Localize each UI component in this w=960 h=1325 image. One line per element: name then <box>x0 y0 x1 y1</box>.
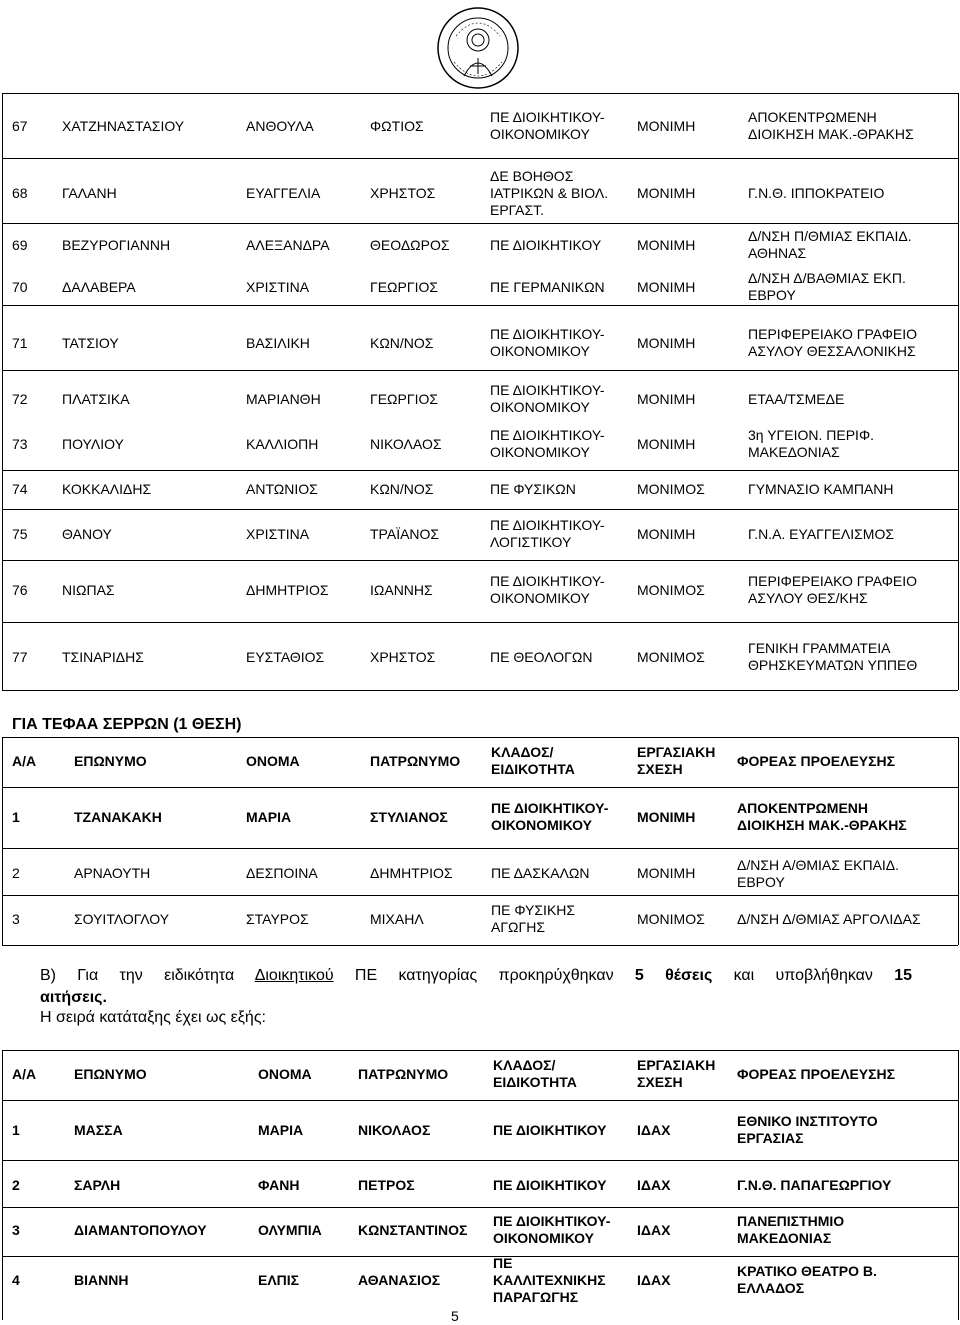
employment-relation: ΜΟΝΙΜΗ <box>637 237 696 253</box>
header-origin: ΦΟΡΕΑΣ ΠΡΟΕΛΕΥΣΗΣ <box>737 1066 896 1082</box>
first-name: ΕΥΣΤΑΘΙΟΣ <box>246 649 325 665</box>
employment-relation: ΜΟΝΙΜΟΣ <box>637 649 705 665</box>
employment-relation: ΜΟΝΙΜΗ <box>637 526 696 542</box>
row-number: 76 <box>12 582 28 598</box>
first-name: ΜΑΡΙΑΝΘΗ <box>246 391 321 407</box>
paragraph-line-3: Η σειρά κατάταξης έχει ως εξής: <box>40 1009 266 1026</box>
father-name: ΓΕΩΡΓΙΟΣ <box>370 279 438 295</box>
row-number: 77 <box>12 649 28 665</box>
employment-relation: ΙΔΑΧ <box>637 1272 671 1288</box>
surname: ΔΙΑΜΑΝΤΟΠΟΥΛΟΥ <box>74 1222 207 1238</box>
paragraph-line-1 <box>40 966 912 985</box>
surname: ΣΑΡΛΗ <box>74 1177 121 1193</box>
specialty: ΠΕ ΔΙΟΙΚΗΤΙΚΟΥ- ΟΙΚΟΝΟΜΙΚΟΥ <box>491 800 609 833</box>
header-specialty: ΚΛΑΔΟΣ/ ΕΙΔΙΚΟΤΗΤΑ <box>491 744 575 777</box>
university-seal-logo <box>436 6 520 90</box>
employment-relation: ΜΟΝΙΜΗ <box>637 335 696 351</box>
section-title: ΓΙΑ ΤΕΦΑΑ ΣΕΡΡΩΝ (1 ΘΕΣΗ) <box>12 716 242 733</box>
header-aa: Α/Α <box>12 753 37 769</box>
first-name: ΜΑΡΙΑ <box>258 1122 304 1138</box>
para-text-f: 15 <box>894 967 913 984</box>
first-name: ΜΑΡΙΑ <box>246 809 292 825</box>
row-number: 70 <box>12 279 28 295</box>
father-name: ΘΕΟΔΩΡΟΣ <box>370 237 450 253</box>
first-name: ΔΕΣΠΟΙΝΑ <box>246 865 318 881</box>
specialty: ΠΕ ΦΥΣΙΚΩΝ <box>490 481 576 497</box>
first-name: ΔΗΜΗΤΡΙΟΣ <box>246 582 329 598</box>
row-number: 1 <box>12 809 20 825</box>
first-name: ΣΤΑΥΡΟΣ <box>246 911 309 927</box>
header-surname: ΕΠΩΝΥΜΟ <box>74 1066 147 1082</box>
first-name: ΑΛΕΞΑΝΔΡΑ <box>246 237 330 253</box>
row-number: 68 <box>12 185 28 201</box>
father-name: ΔΗΜΗΤΡΙΟΣ <box>370 865 453 881</box>
row-number: 74 <box>12 481 28 497</box>
row-number: 71 <box>12 335 28 351</box>
first-name: ΧΡΙΣΤΙΝΑ <box>246 279 310 295</box>
employment-relation: ΜΟΝΙΜΗ <box>637 809 696 825</box>
father-name: ΣΤΥΛΙΑΝΟΣ <box>370 809 448 825</box>
origin-agency: ΓΕΝΙΚΗ ΓΡΑΜΜΑΤΕΙΑ ΘΡΗΣΚΕΥΜΑΤΩΝ ΥΠΠΕΘ <box>748 640 918 673</box>
header-specialty: ΚΛΑΔΟΣ/ ΕΙΔΙΚΟΤΗΤΑ <box>493 1057 577 1090</box>
row-number: 2 <box>12 865 20 881</box>
row-number: 73 <box>12 436 28 452</box>
header-aa: Α/Α <box>12 1066 37 1082</box>
father-name: ΦΩΤΙΟΣ <box>370 118 424 134</box>
origin-agency: ΑΠΟΚΕΝΤΡΩΜΕΝΗ ΔΙΟΙΚΗΣΗ ΜΑΚ.-ΘΡΑΚΗΣ <box>737 800 907 833</box>
para-text-b: Διοικητικού <box>254 967 334 984</box>
first-name: ΚΑΛΛΙΟΠΗ <box>246 436 319 452</box>
origin-agency: Δ/ΝΣΗ Δ/ΘΜΙΑΣ ΑΡΓΟΛΙΔΑΣ <box>737 911 921 927</box>
father-name: ΙΩΑΝΝΗΣ <box>370 582 433 598</box>
employment-relation: ΜΟΝΙΜΟΣ <box>637 911 705 927</box>
paragraph-line-2: αιτήσεις. <box>40 989 107 1006</box>
surname: ΔΑΛΑΒΕΡΑ <box>62 279 136 295</box>
surname: ΠΟΥΛΙΟΥ <box>62 436 124 452</box>
origin-agency: ΠΕΡΙΦΕΡΕΙΑΚΟ ΓΡΑΦΕΙΟ ΑΣΥΛΟΥ ΘΕΣΣΑΛΟΝΙΚΗΣ <box>748 326 918 359</box>
row-number: 67 <box>12 118 28 134</box>
specialty: ΠΕ ΘΕΟΛΟΓΩΝ <box>490 649 593 665</box>
origin-agency: Δ/ΝΣΗ Π/ΘΜΙΑΣ ΕΚΠΑΙΔ. ΑΘΗΝΑΣ <box>748 228 912 261</box>
specialty: ΠΕ ΔΑΣΚΑΛΩΝ <box>491 865 590 881</box>
employment-relation: ΜΟΝΙΜΗ <box>637 436 696 452</box>
specialty: ΠΕ ΔΙΟΙΚΗΤΙΚΟΥ <box>493 1177 607 1193</box>
father-name: ΜΙΧΑΗΛ <box>370 911 424 927</box>
para-text-a: Β) Για την ειδικότητα <box>40 967 255 984</box>
employment-relation: ΜΟΝΙΜΟΣ <box>637 481 705 497</box>
father-name: ΠΕΤΡΟΣ <box>358 1177 415 1193</box>
surname: ΓΑΛΑΝΗ <box>62 185 117 201</box>
surname: ΒΙΑΝΝΗ <box>74 1272 129 1288</box>
employment-relation: ΙΔΑΧ <box>637 1222 671 1238</box>
row-number: 2 <box>12 1177 20 1193</box>
surname: ΜΑΣΣΑ <box>74 1122 123 1138</box>
row-number: 75 <box>12 526 28 542</box>
father-name: ΚΩΝΣΤΑΝΤΙΝΟΣ <box>358 1222 468 1238</box>
specialty: ΠΕ ΔΙΟΙΚΗΤΙΚΟΥ- ΟΙΚΟΝΟΜΙΚΟΥ <box>490 573 605 606</box>
specialty: ΠΕ ΔΙΟΙΚΗΤΙΚΟΥ- ΟΙΚΟΝΟΜΙΚΟΥ <box>490 382 605 415</box>
surname: ΘΑΝΟΥ <box>62 526 112 542</box>
origin-agency: Γ.Ν.Θ. ΙΠΠΟΚΡΑΤΕΙΟ <box>748 185 885 201</box>
specialty: ΠΕ ΔΙΟΙΚΗΤΙΚΟΥ- ΟΙΚΟΝΟΜΙΚΟΥ <box>490 427 605 460</box>
surname: ΝΙΩΠΑΣ <box>62 582 115 598</box>
employment-relation: ΜΟΝΙΜΟΣ <box>637 582 705 598</box>
employment-relation: ΙΔΑΧ <box>637 1122 671 1138</box>
origin-agency: Γ.Ν.Θ. ΠΑΠΑΓΕΩΡΓΙΟΥ <box>737 1177 892 1193</box>
first-name: ΦΑΝΗ <box>258 1177 300 1193</box>
origin-agency: ΠΕΡΙΦΕΡΕΙΑΚΟ ΓΡΑΦΕΙΟ ΑΣΥΛΟΥ ΘΕΣ/ΚΗΣ <box>748 573 918 606</box>
father-name: ΝΙΚΟΛΑΟΣ <box>370 436 442 452</box>
father-name: ΤΡΑΪΑΝΟΣ <box>370 526 440 542</box>
first-name: ΑΝΘΟΥΛΑ <box>246 118 314 134</box>
specialty: ΠΕ ΔΙΟΙΚΗΤΙΚΟΥ- ΟΙΚΟΝΟΜΙΚΟΥ <box>490 326 605 359</box>
row-number: 4 <box>12 1272 20 1288</box>
row-number: 72 <box>12 391 28 407</box>
origin-agency: Γ.Ν.Α. ΕΥΑΓΓΕΛΙΣΜΟΣ <box>748 526 895 542</box>
origin-agency: ΕΘΝΙΚΟ ΙΝΣΤΙΤΟΥΤΟ ΕΡΓΑΣΙΑΣ <box>737 1113 878 1146</box>
specialty: ΠΕ ΔΙΟΙΚΗΤΙΚΟΥ <box>493 1122 607 1138</box>
surname: ΚΟΚΚΑΛΙΔΗΣ <box>62 481 152 497</box>
specialty: ΠΕ ΔΙΟΙΚΗΤΙΚΟΥ- ΟΙΚΟΝΟΜΙΚΟΥ <box>493 1213 611 1246</box>
employment-relation: ΜΟΝΙΜΗ <box>637 279 696 295</box>
specialty: ΠΕ ΓΕΡΜΑΝΙΚΩΝ <box>490 279 605 295</box>
first-name: ΟΛΥΜΠΙΑ <box>258 1222 322 1238</box>
specialty: ΠΕ ΦΥΣΙΚΗΣ ΑΓΩΓΗΣ <box>491 902 576 935</box>
specialty: ΠΕ ΔΙΟΙΚΗΤΙΚΟΥ- ΛΟΓΙΣΤΙΚΟΥ <box>490 517 605 550</box>
specialty: ΔΕ ΒΟΗΘΟΣ ΙΑΤΡΙΚΩΝ & ΒΙΟΛ. ΕΡΓΑΣΤ. <box>490 168 609 218</box>
first-name: ΒΑΣΙΛΙΚΗ <box>246 335 310 351</box>
row-number: 3 <box>12 911 20 927</box>
father-name: ΚΩΝ/ΝΟΣ <box>370 335 434 351</box>
surname: ΣΟΥΙΤΛΟΓΛΟΥ <box>74 911 170 927</box>
para-text-e: και υποβλήθηκαν <box>712 967 895 984</box>
surname: ΤΖΑΝΑΚΑΚΗ <box>74 809 162 825</box>
origin-agency: ΠΑΝΕΠΙΣΤΗΜΙΟ ΜΑΚΕΔΟΝΙΑΣ <box>737 1213 845 1246</box>
specialty: ΠΕ ΚΑΛΛΙΤΕΧΝΙΚΗΣ ΠΑΡΑΓΩΓΗΣ <box>493 1255 606 1305</box>
first-name: ΑΝΤΩΝΙΟΣ <box>246 481 318 497</box>
father-name: ΑΘΑΝΑΣΙΟΣ <box>358 1272 441 1288</box>
page-number: 5 <box>451 1308 459 1324</box>
origin-agency: Δ/ΝΣΗ Δ/ΒΑΘΜΙΑΣ ΕΚΠ. ΕΒΡΟΥ <box>748 270 906 303</box>
origin-agency: 3η ΥΓΕΙΟΝ. ΠΕΡΙΦ. ΜΑΚΕΔΟΝΙΑΣ <box>748 427 874 460</box>
header-surname: ΕΠΩΝΥΜΟ <box>74 753 147 769</box>
employment-relation: ΜΟΝΙΜΗ <box>637 865 696 881</box>
header-employment: ΕΡΓΑΣΙΑΚΗ ΣΧΕΣΗ <box>637 744 716 777</box>
surname: ΑΡΝΑΟΥΤΗ <box>74 865 151 881</box>
father-name: ΚΩΝ/ΝΟΣ <box>370 481 434 497</box>
origin-agency: Δ/ΝΣΗ Α/ΘΜΙΑΣ ΕΚΠΑΙΔ. ΕΒΡΟΥ <box>737 857 900 890</box>
surname: ΤΑΤΣΙΟΥ <box>62 335 119 351</box>
first-name: ΧΡΙΣΤΙΝΑ <box>246 526 310 542</box>
employment-relation: ΜΟΝΙΜΗ <box>637 391 696 407</box>
origin-agency: ΑΠΟΚΕΝΤΡΩΜΕΝΗ ΔΙΟΙΚΗΣΗ ΜΑΚ.-ΘΡΑΚΗΣ <box>748 109 914 142</box>
father-name: ΧΡΗΣΤΟΣ <box>370 649 436 665</box>
header-origin: ΦΟΡΕΑΣ ΠΡΟΕΛΕΥΣΗΣ <box>737 753 896 769</box>
surname: ΧΑΤΖΗΝΑΣΤΑΣΙΟΥ <box>62 118 185 134</box>
header-first-name: ΟΝΟΜΑ <box>246 753 300 769</box>
origin-agency: ΚΡΑΤΙΚΟ ΘΕΑΤΡΟ Β. ΕΛΛΑΔΟΣ <box>737 1263 877 1296</box>
header-father-name: ΠΑΤΡΩΝΥΜΟ <box>370 753 461 769</box>
row-number: 3 <box>12 1222 20 1238</box>
specialty: ΠΕ ΔΙΟΙΚΗΤΙΚΟΥ- ΟΙΚΟΝΟΜΙΚΟΥ <box>490 109 605 142</box>
origin-agency: ΓΥΜΝΑΣΙΟ ΚΑΜΠΑΝΗ <box>748 481 894 497</box>
header-first-name: ΟΝΟΜΑ <box>258 1066 312 1082</box>
para-text-d: 5 θέσεις <box>634 967 713 984</box>
employment-relation: ΙΔΑΧ <box>637 1177 671 1193</box>
first-name: ΕΛΠΙΣ <box>258 1272 300 1288</box>
origin-agency: ΕΤΑΑ/ΤΣΜΕΔΕ <box>748 391 845 407</box>
specialty: ΠΕ ΔΙΟΙΚΗΤΙΚΟΥ <box>490 237 602 253</box>
row-number: 69 <box>12 237 28 253</box>
row-number: 1 <box>12 1122 20 1138</box>
father-name: ΧΡΗΣΤΟΣ <box>370 185 436 201</box>
para-text-c: ΠΕ κατηγορίας προκηρύχθηκαν <box>333 967 635 984</box>
employment-relation: ΜΟΝΙΜΗ <box>637 185 696 201</box>
header-father-name: ΠΑΤΡΩΝΥΜΟ <box>358 1066 449 1082</box>
employment-relation: ΜΟΝΙΜΗ <box>637 118 696 134</box>
surname: ΤΣΙΝΑΡΙΔΗΣ <box>62 649 144 665</box>
first-name: ΕΥΑΓΓΕΛΙΑ <box>246 185 321 201</box>
father-name: ΝΙΚΟΛΑΟΣ <box>358 1122 431 1138</box>
surname: ΠΛΑΤΣΙΚΑ <box>62 391 130 407</box>
father-name: ΓΕΩΡΓΙΟΣ <box>370 391 438 407</box>
surname: ΒΕΖΥΡΟΓΙΑΝΝΗ <box>62 237 171 253</box>
header-employment: ΕΡΓΑΣΙΑΚΗ ΣΧΕΣΗ <box>637 1057 716 1090</box>
